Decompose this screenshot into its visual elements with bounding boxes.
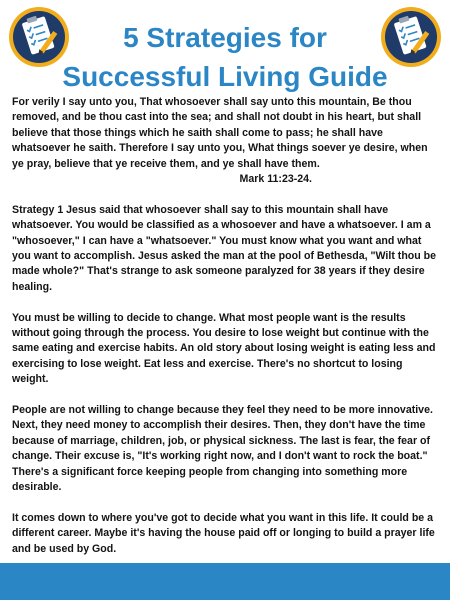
article-body [12,95,440,573]
paragraph-strategy-1: Strategy 1 Jesus said that whosoever shall say to this mountain shall have whatsoever. You would be classified as a whosoever and have a whatsoever. I am a "whosoever," I can have a "whatsoever." You must know what you want and what you want to accomplish. Jesus asked the man at the pool of Bethesda, "Wilt thou be made whole?" That's strange to ask someone paralyzed for 38 years if they desire healing. [12,203,437,293]
title-line-1: 5 Strategies for [123,22,327,53]
paragraph-change: You must be willing to decide to change. What most people want is the results without going through the process. You desire to lose weight but continue with the same eating and exercise habits. An old story about losing weight is eating less and exercising to lose weight. Eat less and exercise. There's no shortcut to losing weight. [12,311,436,386]
title-line-2: Successful Living Guide [62,61,388,92]
page-title [0,18,450,96]
quote-text: For verily I say unto you, That whosoever shall say unto this mountain, Be thou removed, and be thou cast into the sea; and shall not doubt in his heart, but shall believe that those things which he saith shall come to pass; he shall have whatsoever he saith. Therefore I say unto you, What things soever ye desire, when ye pray, believe that ye receive them, and ye shall have them. [12,96,428,170]
scripture-quote [12,95,440,187]
scripture-reference: Mark 11:23-24. [239,173,312,186]
paragraph-decide: It comes down to where you've got to decide what you want in this life. It could be a different career. Maybe it's having the house paid off or longing to build a prayer life and be used by God. [12,511,435,555]
footer-bar [0,563,450,600]
paragraph-excuses: People are not willing to change because they feel they need to be more innovative. Next, they need money to accomplish their desires. Then, they don't have the time because of marriage, children, job, or physical sickness. The last is fear, the fear of change. Their excuse is, "It's working right now, and I don't want to rock the boat." There's a significant force keeping people from changing into something more desirable. [12,404,433,494]
